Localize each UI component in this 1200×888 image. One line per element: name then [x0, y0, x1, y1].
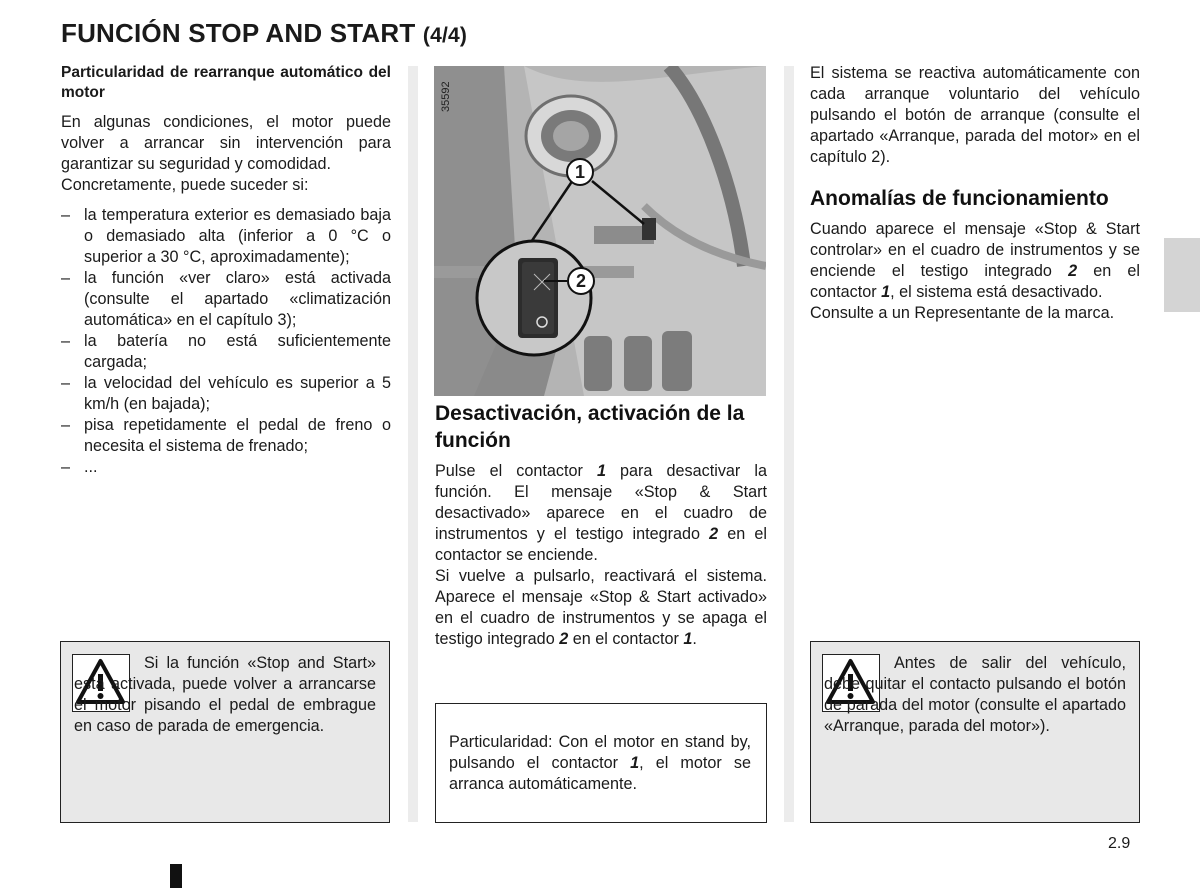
chapter-tab	[1164, 238, 1200, 312]
anomalies-paragraph: Cuando aparece el mensaje «Stop & Start controlar» en el cuadro de instrumentos y se enciende el testigo integrado 2 en el contactor 1, el sistema está desactivado.	[810, 220, 1140, 301]
list-item: – la velocidad del vehículo es superior a 5 km/h (en bajada);	[61, 373, 391, 415]
column-right	[810, 63, 1140, 324]
title-suffix: (4/4)	[422, 24, 468, 47]
callout-1: 1	[566, 158, 594, 186]
list-item: – pisa repetidamente el pedal de freno o necesita el sistema de frenado;	[61, 415, 391, 457]
deactivation-paragraph-1: Pulse el contactor 1 para desactivar la función. El mensaje «Stop & Start desactivado» aparece en el cuadro de instrumentos y el testigo integrado 2 en el contactor se enciende.	[435, 462, 767, 564]
crop-mark	[170, 864, 182, 888]
photo-id: 35592	[440, 81, 452, 112]
restart-lead: Concretamente, puede suceder si:	[61, 176, 309, 194]
title-text: FUNCIÓN STOP AND START	[61, 18, 416, 48]
conditions-list	[61, 205, 391, 478]
list-item: – la batería no está suficientemente cargada;	[61, 331, 391, 373]
list-item: – ...	[61, 457, 391, 478]
column-middle	[435, 400, 767, 650]
dashboard-photo	[434, 66, 766, 396]
dealer-paragraph: Consulte a un Representante de la marca.	[810, 304, 1115, 322]
list-item: – la temperatura exterior es demasiado baja o demasiado alta (inferior a 0 °C o superior a 30 °C, aproximadamente);	[61, 205, 391, 268]
deactivation-paragraph-2: Si vuelve a pulsarlo, reactivará el sistema. Aparece el mensaje «Stop & Start activado» en el cuadro de instrumentos y se apaga el testigo integrado 2 en el contactor 1.	[435, 567, 767, 648]
restart-heading: Particularidad de rearranque automático del motor	[61, 64, 391, 101]
page-title	[61, 18, 467, 49]
reactivation-paragraph: El sistema se reactiva automáticamente con cada arranque voluntario del vehículo pulsando el botón de arranque (consulte el apartado «Arranque, parada del motor» en el capítulo 2).	[810, 64, 1140, 166]
note-text: Particularidad: Con el motor en stand by, pulsando el contactor 1, el motor se arranca automáticamente.	[449, 733, 751, 793]
warning-text-left: Si la función «Stop and Start» está activada, puede volver a arrancarse el motor pisando el pedal de embrague en caso de parada de emergencia.	[74, 654, 376, 735]
restart-intro: En algunas condiciones, el motor puede volver a arrancar sin intervención para garantizar su seguridad y comodidad.	[61, 113, 391, 173]
warning-text-right: Antes de salir del vehículo, debe quitar el contacto pulsando el botón de parada del motor (consulte el apartado «Arranque, parada del motor»).	[824, 654, 1126, 735]
callout-2: 2	[567, 267, 595, 295]
anomalies-heading: Anomalías de funcionamiento	[810, 187, 1109, 210]
list-item: – la función «ver claro» está activada (consulte el apartado «climatización automática» en el capítulo 3);	[61, 268, 391, 331]
column-divider-left	[408, 66, 418, 822]
deactivation-heading: Desactivación, activación de la función	[435, 402, 745, 452]
page-number: 2.9	[1108, 835, 1131, 852]
column-divider-right	[784, 66, 794, 822]
column-left	[61, 63, 391, 478]
